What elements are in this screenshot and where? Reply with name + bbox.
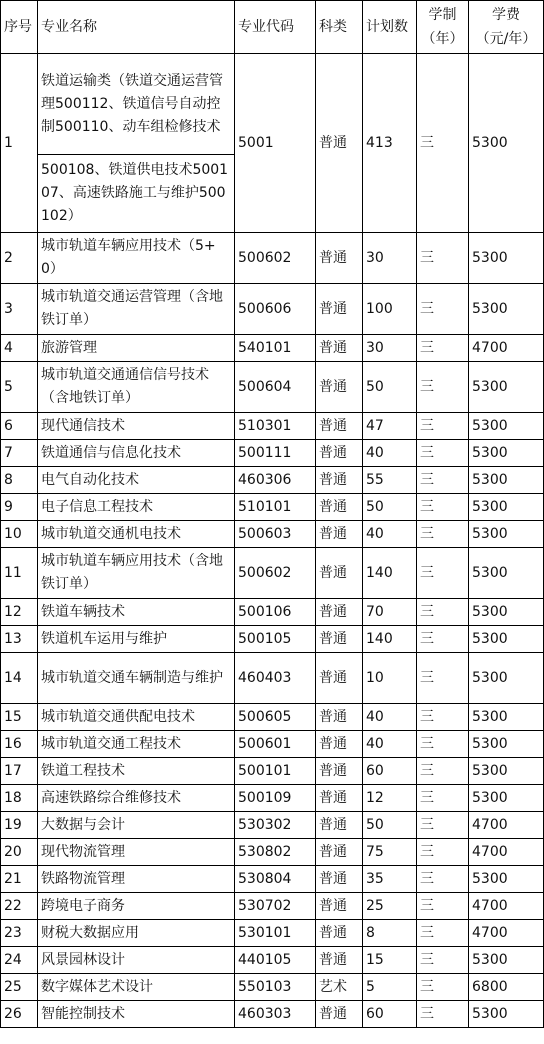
cell-fee: 5300 xyxy=(469,785,544,812)
cell-name: 城市轨道交通车辆制造与维护 xyxy=(38,653,235,704)
cell-plan: 50 xyxy=(363,362,417,413)
cell-name-part-a: 铁道运输类（铁道交通运营管理500112、铁道信号自动控制500110、动车组检修技术 xyxy=(38,54,235,155)
cell-plan: 47 xyxy=(363,413,417,440)
table-row xyxy=(1,785,544,812)
cell-name: 城市轨道车辆应用技术（5+0） xyxy=(38,233,235,284)
cell-code: 460303 xyxy=(235,1001,316,1028)
cell-seq: 9 xyxy=(1,494,38,521)
cell-plan: 50 xyxy=(363,812,417,839)
cell-code: 550103 xyxy=(235,974,316,1001)
cell-category: 普通 xyxy=(316,920,363,947)
cell-fee: 4700 xyxy=(469,839,544,866)
cell-plan: 413 xyxy=(363,54,417,233)
cell-plan: 60 xyxy=(363,758,417,785)
cell-name: 大数据与会计 xyxy=(38,812,235,839)
cell-name: 财税大数据应用 xyxy=(38,920,235,947)
cell-years: 三 xyxy=(417,974,469,1001)
header-plan: 计划数 xyxy=(363,1,417,54)
cell-seq: 6 xyxy=(1,413,38,440)
cell-code: 500604 xyxy=(235,362,316,413)
cell-category: 普通 xyxy=(316,839,363,866)
cell-seq: 5 xyxy=(1,362,38,413)
cell-plan: 30 xyxy=(363,335,417,362)
cell-name-part-b: 500108、铁道供电技术500107、高速铁路施工与维护500102） xyxy=(38,155,235,233)
cell-years: 三 xyxy=(417,758,469,785)
cell-fee: 5300 xyxy=(469,467,544,494)
table-row xyxy=(1,731,544,758)
cell-fee: 4700 xyxy=(469,893,544,920)
cell-years: 三 xyxy=(417,947,469,974)
cell-plan: 15 xyxy=(363,947,417,974)
table-row xyxy=(1,704,544,731)
cell-years: 三 xyxy=(417,440,469,467)
cell-fee: 5300 xyxy=(469,362,544,413)
table-row xyxy=(1,440,544,467)
cell-code: 500606 xyxy=(235,284,316,335)
table-row xyxy=(1,653,544,704)
cell-years: 三 xyxy=(417,731,469,758)
cell-name: 现代物流管理 xyxy=(38,839,235,866)
cell-years: 三 xyxy=(417,494,469,521)
cell-fee: 5300 xyxy=(469,599,544,626)
cell-seq: 4 xyxy=(1,335,38,362)
cell-name: 电子信息工程技术 xyxy=(38,494,235,521)
cell-fee: 5300 xyxy=(469,494,544,521)
cell-seq: 15 xyxy=(1,704,38,731)
cell-category: 普通 xyxy=(316,626,363,653)
cell-fee: 5300 xyxy=(469,704,544,731)
header-row xyxy=(1,1,544,54)
cell-code: 530804 xyxy=(235,866,316,893)
table-row xyxy=(1,233,544,284)
table-row xyxy=(1,362,544,413)
cell-seq: 17 xyxy=(1,758,38,785)
cell-seq: 25 xyxy=(1,974,38,1001)
cell-fee: 5300 xyxy=(469,233,544,284)
table-row xyxy=(1,839,544,866)
cell-category: 普通 xyxy=(316,467,363,494)
cell-fee: 5300 xyxy=(469,54,544,233)
cell-plan: 8 xyxy=(363,920,417,947)
cell-code: 500602 xyxy=(235,548,316,599)
cell-code: 530302 xyxy=(235,812,316,839)
cell-fee: 5300 xyxy=(469,731,544,758)
cell-seq: 13 xyxy=(1,626,38,653)
cell-code: 500605 xyxy=(235,704,316,731)
cell-plan: 25 xyxy=(363,893,417,920)
cell-years: 三 xyxy=(417,839,469,866)
cell-seq: 19 xyxy=(1,812,38,839)
cell-code: 440105 xyxy=(235,947,316,974)
cell-plan: 30 xyxy=(363,233,417,284)
header-fee xyxy=(469,1,544,54)
cell-category: 普通 xyxy=(316,731,363,758)
cell-fee: 4700 xyxy=(469,812,544,839)
cell-plan: 70 xyxy=(363,599,417,626)
cell-fee: 5300 xyxy=(469,284,544,335)
cell-fee: 6800 xyxy=(469,974,544,1001)
header-name: 专业名称 xyxy=(38,1,235,54)
cell-plan: 10 xyxy=(363,653,417,704)
cell-fee: 5300 xyxy=(469,947,544,974)
table-row xyxy=(1,626,544,653)
cell-name: 铁路物流管理 xyxy=(38,866,235,893)
cell-years: 三 xyxy=(417,653,469,704)
cell-plan: 140 xyxy=(363,626,417,653)
table-row xyxy=(1,812,544,839)
cell-category: 普通 xyxy=(316,599,363,626)
cell-years: 三 xyxy=(417,413,469,440)
header-years-line2: （年） xyxy=(421,31,464,47)
table-row xyxy=(1,974,544,1001)
cell-code: 510101 xyxy=(235,494,316,521)
cell-years: 三 xyxy=(417,467,469,494)
cell-years: 三 xyxy=(417,866,469,893)
cell-category: 普通 xyxy=(316,233,363,284)
cell-years: 三 xyxy=(417,362,469,413)
cell-plan: 55 xyxy=(363,467,417,494)
cell-fee: 5300 xyxy=(469,440,544,467)
cell-years: 三 xyxy=(417,521,469,548)
cell-code: 500106 xyxy=(235,599,316,626)
table-row xyxy=(1,413,544,440)
cell-code: 460403 xyxy=(235,653,316,704)
cell-code: 530802 xyxy=(235,839,316,866)
cell-seq: 10 xyxy=(1,521,38,548)
cell-name: 风景园林设计 xyxy=(38,947,235,974)
cell-code: 500101 xyxy=(235,758,316,785)
cell-plan: 50 xyxy=(363,494,417,521)
cell-plan: 40 xyxy=(363,440,417,467)
cell-plan: 100 xyxy=(363,284,417,335)
cell-name: 跨境电子商务 xyxy=(38,893,235,920)
header-years-line1: 学制 xyxy=(428,7,457,23)
cell-category: 普通 xyxy=(316,812,363,839)
cell-years: 三 xyxy=(417,233,469,284)
cell-seq: 11 xyxy=(1,548,38,599)
cell-category: 普通 xyxy=(316,653,363,704)
cell-name: 城市轨道交通工程技术 xyxy=(38,731,235,758)
cell-code: 500602 xyxy=(235,233,316,284)
cell-category: 普通 xyxy=(316,362,363,413)
cell-category: 艺术 xyxy=(316,974,363,1001)
cell-seq: 12 xyxy=(1,599,38,626)
cell-name: 电气自动化技术 xyxy=(38,467,235,494)
header-fee-line2: （元/年） xyxy=(475,31,537,47)
cell-category: 普通 xyxy=(316,284,363,335)
cell-seq: 23 xyxy=(1,920,38,947)
table-row xyxy=(1,1001,544,1028)
cell-category: 普通 xyxy=(316,548,363,599)
cell-category: 普通 xyxy=(316,521,363,548)
cell-plan: 40 xyxy=(363,521,417,548)
cell-code: 500109 xyxy=(235,785,316,812)
cell-seq: 14 xyxy=(1,653,38,704)
header-years xyxy=(417,1,469,54)
cell-seq: 20 xyxy=(1,839,38,866)
cell-name: 高速铁路综合维修技术 xyxy=(38,785,235,812)
cell-years: 三 xyxy=(417,626,469,653)
cell-fee: 4700 xyxy=(469,920,544,947)
table-row-group xyxy=(1,54,544,155)
cell-name: 智能控制技术 xyxy=(38,1001,235,1028)
cell-years: 三 xyxy=(417,893,469,920)
header-code: 专业代码 xyxy=(235,1,316,54)
header-category: 科类 xyxy=(316,1,363,54)
cell-years: 三 xyxy=(417,284,469,335)
cell-name: 铁道车辆技术 xyxy=(38,599,235,626)
table-row xyxy=(1,335,544,362)
cell-fee: 5300 xyxy=(469,413,544,440)
cell-seq: 24 xyxy=(1,947,38,974)
cell-code: 500105 xyxy=(235,626,316,653)
cell-category: 普通 xyxy=(316,413,363,440)
cell-plan: 40 xyxy=(363,731,417,758)
cell-years: 三 xyxy=(417,599,469,626)
header-seq: 序号 xyxy=(1,1,38,54)
cell-seq: 7 xyxy=(1,440,38,467)
cell-seq: 3 xyxy=(1,284,38,335)
cell-name: 现代通信技术 xyxy=(38,413,235,440)
cell-category: 普通 xyxy=(316,440,363,467)
cell-plan: 60 xyxy=(363,1001,417,1028)
table-row xyxy=(1,758,544,785)
cell-code: 500111 xyxy=(235,440,316,467)
cell-fee: 5300 xyxy=(469,866,544,893)
cell-code: 540101 xyxy=(235,335,316,362)
table-row xyxy=(1,893,544,920)
cell-code: 500601 xyxy=(235,731,316,758)
cell-category: 普通 xyxy=(316,866,363,893)
table-row xyxy=(1,947,544,974)
cell-name: 铁道机车运用与维护 xyxy=(38,626,235,653)
table-row xyxy=(1,467,544,494)
cell-seq: 2 xyxy=(1,233,38,284)
cell-fee: 5300 xyxy=(469,548,544,599)
cell-plan: 40 xyxy=(363,704,417,731)
table-row xyxy=(1,284,544,335)
table-row xyxy=(1,920,544,947)
cell-fee: 4700 xyxy=(469,335,544,362)
cell-seq: 16 xyxy=(1,731,38,758)
cell-fee: 5300 xyxy=(469,521,544,548)
cell-name: 铁道工程技术 xyxy=(38,758,235,785)
cell-plan: 35 xyxy=(363,866,417,893)
cell-fee: 5300 xyxy=(469,626,544,653)
cell-name: 旅游管理 xyxy=(38,335,235,362)
cell-name: 城市轨道交通机电技术 xyxy=(38,521,235,548)
cell-category: 普通 xyxy=(316,758,363,785)
cell-years: 三 xyxy=(417,54,469,233)
cell-code: 500603 xyxy=(235,521,316,548)
cell-category: 普通 xyxy=(316,947,363,974)
table-row xyxy=(1,548,544,599)
cell-name: 城市轨道交通运营管理（含地铁订单） xyxy=(38,284,235,335)
table-row xyxy=(1,866,544,893)
cell-years: 三 xyxy=(417,812,469,839)
cell-plan: 12 xyxy=(363,785,417,812)
cell-seq: 8 xyxy=(1,467,38,494)
cell-category: 普通 xyxy=(316,893,363,920)
cell-category: 普通 xyxy=(316,54,363,233)
table-row xyxy=(1,599,544,626)
table-row xyxy=(1,521,544,548)
cell-plan: 140 xyxy=(363,548,417,599)
cell-years: 三 xyxy=(417,704,469,731)
cell-fee: 5300 xyxy=(469,1001,544,1028)
cell-category: 普通 xyxy=(316,494,363,521)
cell-name: 城市轨道交通通信信号技术（含地铁订单） xyxy=(38,362,235,413)
cell-category: 普通 xyxy=(316,1001,363,1028)
cell-seq: 22 xyxy=(1,893,38,920)
cell-years: 三 xyxy=(417,335,469,362)
cell-code: 460306 xyxy=(235,467,316,494)
cell-name: 城市轨道车辆应用技术（含地铁订单） xyxy=(38,548,235,599)
cell-seq: 18 xyxy=(1,785,38,812)
cell-years: 三 xyxy=(417,1001,469,1028)
cell-code: 5001 xyxy=(235,54,316,233)
cell-seq: 26 xyxy=(1,1001,38,1028)
cell-fee: 5300 xyxy=(469,758,544,785)
cell-name: 铁道通信与信息化技术 xyxy=(38,440,235,467)
cell-code: 530101 xyxy=(235,920,316,947)
cell-category: 普通 xyxy=(316,785,363,812)
cell-name: 数字媒体艺术设计 xyxy=(38,974,235,1001)
table-row xyxy=(1,494,544,521)
cell-years: 三 xyxy=(417,785,469,812)
cell-years: 三 xyxy=(417,548,469,599)
cell-code: 510301 xyxy=(235,413,316,440)
cell-category: 普通 xyxy=(316,704,363,731)
cell-seq: 1 xyxy=(1,54,38,233)
cell-category: 普通 xyxy=(316,335,363,362)
cell-name: 城市轨道交通供配电技术 xyxy=(38,704,235,731)
cell-fee: 5300 xyxy=(469,653,544,704)
cell-plan: 75 xyxy=(363,839,417,866)
cell-years: 三 xyxy=(417,920,469,947)
cell-plan: 5 xyxy=(363,974,417,1001)
cell-seq: 21 xyxy=(1,866,38,893)
cell-code: 530702 xyxy=(235,893,316,920)
header-fee-line1: 学费 xyxy=(492,7,520,23)
